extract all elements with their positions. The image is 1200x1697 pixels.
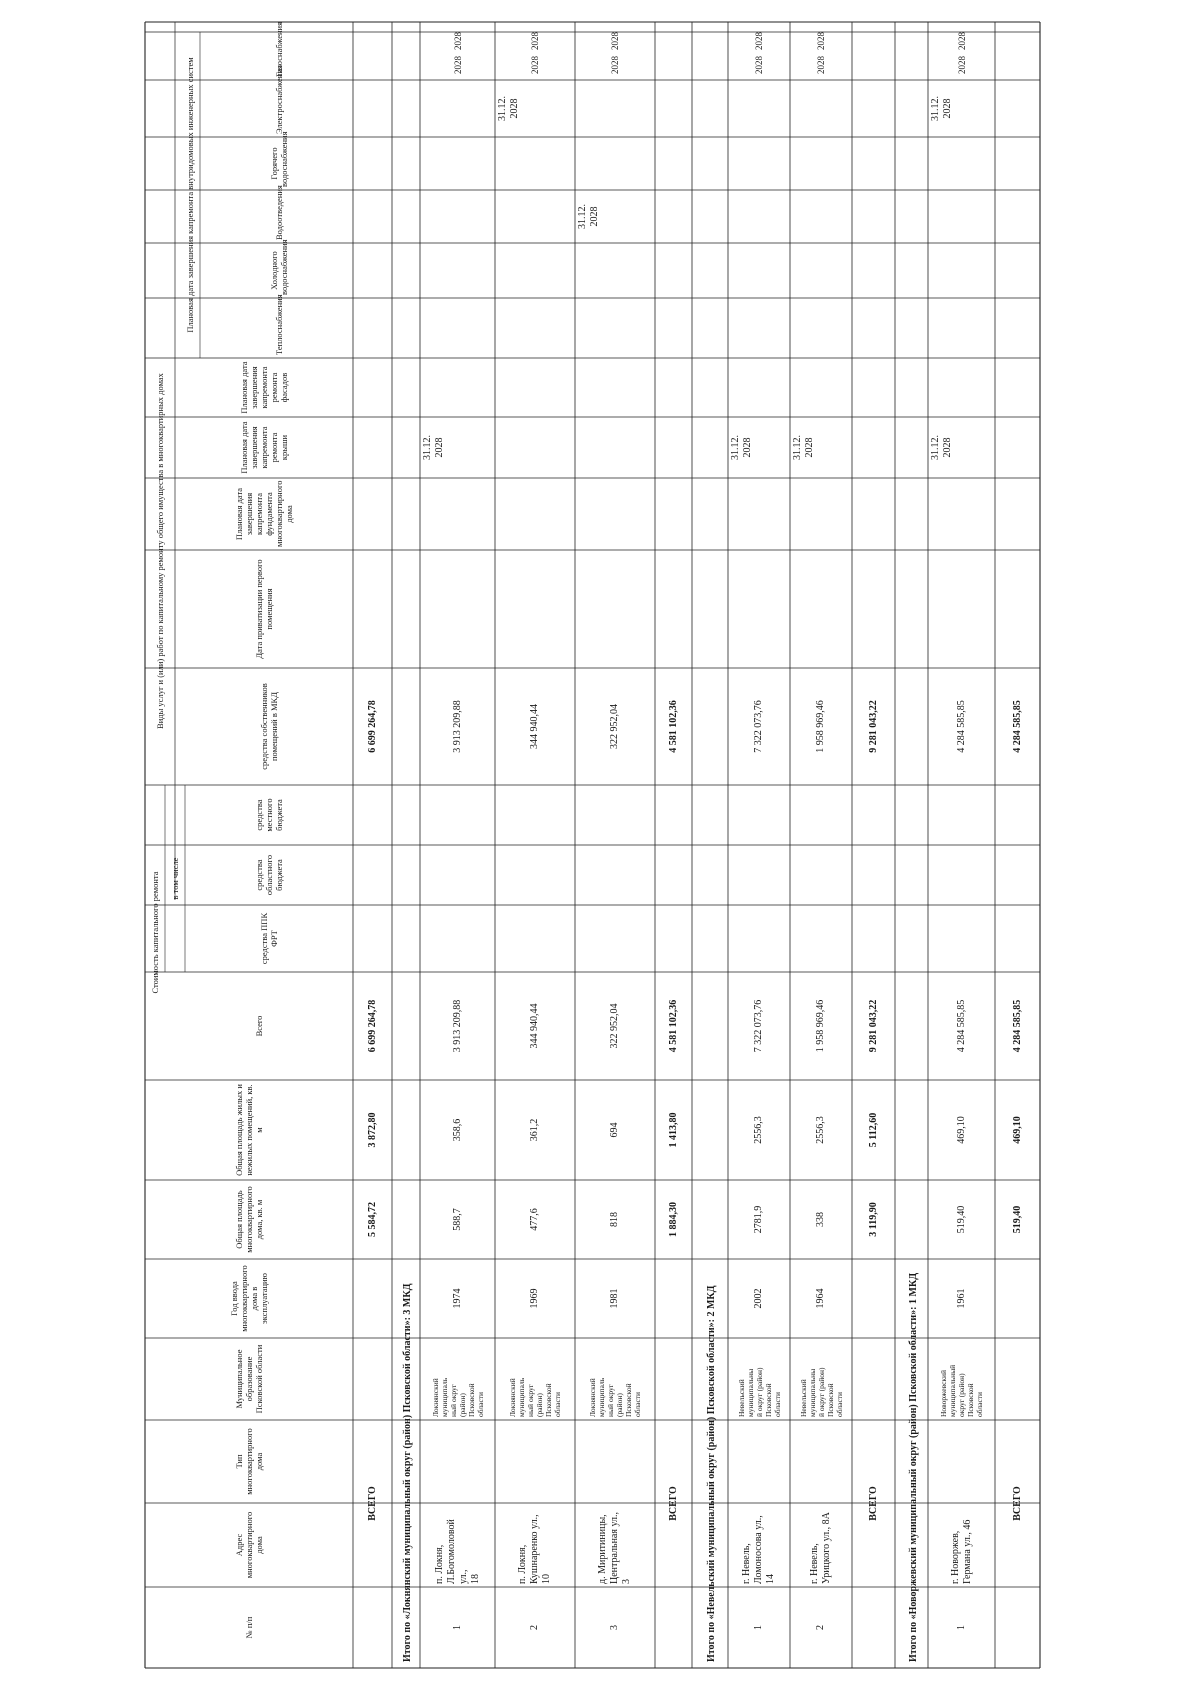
row-docs-year: 2028: [754, 56, 764, 74]
header-col-year: Год ввода многоквартирного дома в эксплуатацию: [229, 1265, 269, 1332]
row-number: 1: [451, 1625, 463, 1630]
header-col-heat: Теплоснабжения: [274, 294, 284, 355]
row-area-premises: 2556,3: [815, 1116, 826, 1144]
row-roof-date: 31.12. 2028: [422, 435, 445, 460]
row-build-year: 2028: [816, 32, 826, 50]
header-col-foundation: Плановая дата завершения капремонта фундамента многоквартирного дома: [234, 480, 294, 547]
row-sewer-date: 31.12. 2028: [577, 204, 600, 229]
header-cost-group: Стоимость капитального ремонта: [150, 871, 160, 994]
header-col-regional: средства областного бюджета: [254, 854, 284, 896]
row-roof-date: 31.12. 2028: [730, 435, 753, 460]
header-col-local: средства местного бюджета: [254, 798, 284, 832]
header-col-fund: средства ППК ФРТ: [259, 912, 279, 965]
section-sum-label: ВСЕГО: [667, 1486, 679, 1521]
row-owners: 3 913 209,88: [451, 700, 463, 753]
section-sum-area-premises: 1 413,80: [667, 1112, 679, 1148]
row-address: г. Невель, Ломоносова ул., 14: [741, 1515, 776, 1584]
row-total: 344 940,44: [529, 1003, 540, 1049]
header-col-elec: Электроснабжения: [274, 65, 284, 134]
row-municipality: Новоржевский муниципальный округ (район) Псковской области: [939, 1364, 984, 1417]
row-year: 1981: [609, 1288, 620, 1309]
row-owners: 344 940,44: [529, 704, 540, 749]
row-elec-date: 31.12. 2028: [497, 96, 520, 121]
row-area-premises: 358,6: [451, 1118, 463, 1142]
header-col-type: Тип многоквартирного дома: [234, 1428, 264, 1495]
header-col-privatization: Дата приватизации первого помещения: [254, 559, 274, 659]
section-sum-owners: 4 284 585,85: [1011, 700, 1023, 753]
row-number: 1: [955, 1625, 967, 1630]
row-number: 1: [753, 1625, 764, 1630]
row-address: п. Локня, Кушнаренко ул., 10: [517, 1514, 552, 1584]
row-roof-date: 31.12. 2028: [792, 435, 815, 460]
section-sum-total: 4 581 102,36: [667, 999, 679, 1053]
row-build-year: 2028: [956, 32, 967, 50]
row-address: г. Новоржев, Германа ул., 46: [949, 1519, 973, 1584]
header-col-total: Всего: [254, 1015, 264, 1037]
row-address: г. Невель, Урицкого ул., 8А: [809, 1512, 832, 1584]
section-sum-area-total: 1 884,30: [667, 1202, 679, 1237]
row-year: 1961: [955, 1288, 967, 1309]
header-works-group: Виды услуг и (или) работ по капитальному ремонту общего имущества в многоквартирных домах: [155, 373, 165, 729]
section-sum-area-total: 3 119,90: [867, 1202, 879, 1237]
row-build-year: 2028: [754, 32, 764, 50]
row-municipality: Локнянский муниципаль ный округ (район) Псковской области: [508, 1377, 562, 1417]
row-docs-year: 2028: [452, 56, 463, 74]
section-title: Итого по «Невельский муниципальный округ (район) Псковской области»: 2 МКД: [706, 1285, 717, 1662]
row-total: 7 322 073,76: [753, 999, 764, 1053]
section-title: Итого по «Новоржевский муниципальный округ (район) Псковской области»: 1 МКД: [907, 1272, 919, 1662]
section-sum-area-premises: 469,10: [1011, 1116, 1023, 1144]
row-build-year: 2028: [610, 32, 620, 50]
section-sum-total: 4 284 585,85: [1011, 999, 1023, 1053]
row-number: 2: [529, 1625, 540, 1630]
header-col-roof: Плановая дата завершения капремонта ремонта крыши: [239, 421, 289, 474]
row-total: 1 958 969,46: [815, 999, 826, 1053]
header-col-facade: Плановая дата завершения капремонта ремонта фасадов: [239, 361, 289, 414]
header-systems-group: Плановая дата завершения капремонта внутридомовых инженерных систем: [185, 57, 195, 333]
row-area-total: 2781,9: [753, 1205, 764, 1234]
row-year: 1974: [451, 1288, 463, 1309]
header-col-owners: средства собственников помещений в МКД: [259, 683, 279, 770]
row-address: п. Локня, Л.Богомоловой ул., 18: [433, 1519, 481, 1584]
section-sum-owners: 4 581 102,36: [667, 700, 679, 753]
row-municipality: Невельский муниципальны й округ (район) Псковской области: [798, 1367, 844, 1417]
header-col-address: Адрес многоквартирного дома: [234, 1511, 264, 1579]
row-total: 3 913 209,88: [451, 999, 463, 1053]
row-total: 322 952,04: [609, 1003, 620, 1049]
header-col-municipality: Муниципальное образование Псковской области: [234, 1344, 264, 1414]
section-sum-area-total: 519,40: [1011, 1205, 1023, 1234]
header-col-gas: Газоснабжения: [274, 22, 284, 77]
section-sum-total: 9 281 043,22: [867, 999, 879, 1053]
header-incl: в том числе: [170, 857, 180, 900]
row-municipality: Локнянский муниципаль ный округ (район) Псковской области: [588, 1377, 642, 1417]
header-col-cold: Холодного водоснабжения: [269, 239, 289, 295]
row-area-total: 477,6: [529, 1208, 540, 1231]
row-docs-year: 2028: [530, 56, 540, 74]
row-docs-year: 2028: [956, 56, 967, 74]
row-owners: 322 952,04: [609, 704, 620, 749]
row-year: 1964: [815, 1288, 826, 1309]
row-area-total: 588,7: [451, 1208, 463, 1231]
row-area-premises: 694: [609, 1122, 620, 1138]
section-sum-label: ВСЕГО: [867, 1486, 879, 1521]
row-build-year: 2028: [530, 32, 540, 50]
row-year: 2002: [753, 1288, 764, 1309]
row-municipality: Невельский муниципальны й округ (район) Псковской области: [736, 1367, 782, 1417]
row-owners: 7 322 073,76: [753, 700, 764, 753]
header-col-area-premises: Общая площадь жилых и нежилых помещений, кв. м: [234, 1084, 264, 1176]
top-total-label: ВСЕГО: [366, 1486, 378, 1521]
row-municipality: Локнянский муниципаль ный округ (район) Псковской области: [430, 1377, 485, 1417]
top-total-area-total: 5 584,72: [366, 1202, 378, 1237]
header-col-area-total: Общая площадь многоквартирного дома, кв. м: [234, 1186, 264, 1253]
row-area-total: 519,40: [955, 1205, 967, 1234]
row-area-total: 338: [815, 1212, 826, 1227]
section-sum-label: ВСЕГО: [1011, 1486, 1023, 1521]
row-owners: 1 958 969,46: [815, 700, 826, 753]
row-address: д. Миритиницы, Центральная ул., 3: [597, 1511, 632, 1584]
top-total-owners: 6 699 264,78: [366, 700, 378, 753]
row-docs-year: 2028: [816, 56, 826, 74]
row-owners: 4 284 585,85: [955, 700, 967, 753]
top-total-area-premises: 3 872,80: [366, 1112, 378, 1148]
section-sum-owners: 9 281 043,22: [867, 700, 879, 753]
header-col-hot: Горячего водоснабжения: [269, 131, 289, 187]
section-sum-area-premises: 5 112,60: [867, 1112, 879, 1148]
row-docs-year: 2028: [610, 56, 620, 74]
row-number: 3: [609, 1625, 620, 1630]
row-area-premises: 361,2: [529, 1118, 540, 1142]
header-col-no: № п/п: [244, 1616, 254, 1639]
row-number: 2: [815, 1625, 826, 1630]
row-area-total: 818: [609, 1212, 620, 1227]
row-year: 1969: [529, 1288, 540, 1309]
row-elec-date: 31.12. 2028: [930, 96, 953, 121]
row-area-premises: 469,10: [955, 1116, 967, 1144]
row-area-premises: 2556,3: [753, 1116, 764, 1144]
row-total: 4 284 585,85: [955, 999, 967, 1053]
row-build-year: 2028: [452, 32, 463, 50]
section-title: Итого по «Локнянский муниципальный округ (район) Псковской области»: 3 МКД: [402, 1283, 413, 1662]
row-roof-date: 31.12. 2028: [930, 435, 953, 460]
header-col-sewer: Водоотведения: [274, 185, 284, 240]
top-total-sum: 6 699 264,78: [366, 999, 378, 1053]
